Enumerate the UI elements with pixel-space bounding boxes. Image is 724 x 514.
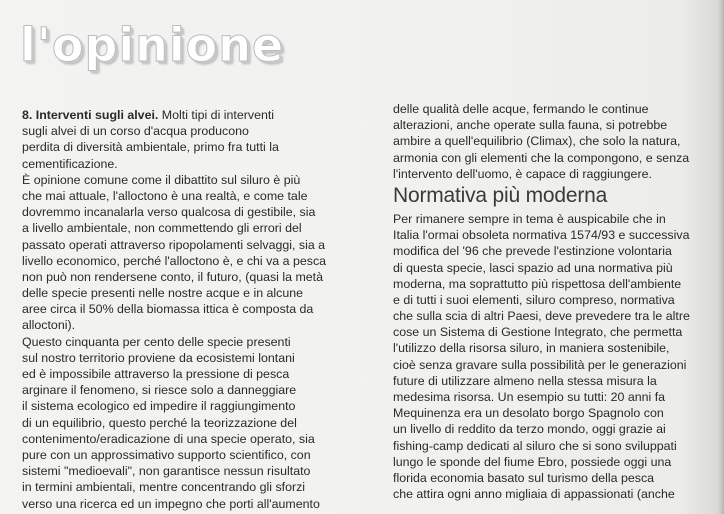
paragraph-line: in termini ambientali, mentre concentrando gli sforzi (22, 480, 306, 495)
paragraph-line: armonia con gli elementi che la compongono, e senza (393, 150, 690, 165)
section-heading: Normativa più moderna (393, 183, 608, 207)
paragraph-line: sugli alvei di un corso d'acqua producono (22, 124, 249, 139)
paragraph-line: cementificazione. (22, 156, 118, 171)
paragraph-line: future di utilizzare almeno nella stessa misura la (393, 373, 657, 388)
paragraph-line: di un equilibrio, questo perché la teorizzazione del (22, 415, 297, 430)
paragraph-line: dovremmo incanalarla verso qualcosa di gestibile, sia (22, 205, 316, 220)
paragraph-line: contenimento/eradicazione di una specie operato, sia (22, 431, 315, 446)
paragraph-line: aree circa il 50% della biomassa ittica è composta da (22, 302, 314, 317)
paragraph-line: cioè senza gravare sulla possibilità per le generazioni (393, 357, 687, 372)
paragraph-line: Mequinenza era un desolato borgo Spagnolo con (393, 406, 664, 421)
paragraph-line: a livello ambientale, non commettendo gli errori del (22, 221, 302, 236)
paragraph-line: livello economico, perché l'alloctono è, e chi va a pesca (22, 253, 327, 268)
paragraph-line: fishing-camp dedicati al siluro che si sono sviluppati (393, 438, 677, 453)
paragraph-line (22, 107, 367, 123)
paragraph-line: di questa specie, lasci spazio ad una normativa più (393, 260, 673, 275)
paragraph-line-text: Molti tipi di interventi (158, 108, 275, 122)
paragraph-line: che mai attuale, l'alloctono è una realtà, e come tale (22, 188, 308, 203)
left-text-column (22, 107, 367, 512)
paragraph-line: perdita di diversità ambientale, primo fra tutti la (22, 140, 279, 155)
paragraph-line: Questo cinquanta per cento delle specie presenti (22, 334, 291, 349)
section-lead: 8. Interventi sugli alvei. (22, 108, 159, 122)
paragraph-line: l'intervento dell'uomo, è capace di raggiungere. (393, 166, 652, 181)
page-title: l'opinione (20, 18, 285, 72)
paragraph-line: sul nostro territorio proviene da ecosistemi lontani (22, 350, 295, 365)
paragraph-line: verso una ricerca ed un impegno che porti all'aumento (22, 496, 320, 511)
paragraph-line: È opinione comune come il dibattito sul siluro è più (22, 172, 301, 187)
paragraph-line: lungo le sponde del fiume Ebro, possiede oggi una (393, 454, 672, 469)
paragraph-line: sistemi "medioevali", non garantisce nessun risultato (22, 464, 311, 479)
paragraph-line: florida economia basato sul turismo della pesca (393, 470, 655, 485)
page-edge-shadow (718, 0, 724, 514)
paragraph-line: il sistema ecologico ed impedire il raggiungimento (22, 399, 296, 414)
paragraph-line: ambire a quell'equilibrio (Climax), che solo la natura, (393, 134, 681, 149)
paragraph-line: non può non rendersene conto, il futuro, (quasi la metà (22, 269, 324, 284)
paragraph-line: delle qualità delle acque, fermando le continue (393, 102, 649, 116)
right-text-column (393, 101, 724, 502)
paragraph-line: passato operati attraverso ripopolamenti selvaggi, sia a (22, 237, 326, 252)
paragraph-line: alloctoni). (22, 318, 76, 333)
paragraph-line: arginare il fenomeno, si riesce solo a danneggiare (22, 383, 297, 398)
paragraph-line: moderna, ma soprattutto più rispettosa dell'ambiente (393, 276, 682, 291)
paragraph-line: alterazioni, anche operate sulla fauna, si potrebbe (393, 118, 668, 133)
paragraph-line: Italia l'ormai obsoleta normativa 1574/93 e successiva (393, 228, 690, 243)
paragraph-line: ed è impossibile attraverso la pressione di pesca (22, 367, 290, 381)
paragraph-line: delle specie presenti nelle nostre acque e in alcune (22, 286, 304, 301)
paragraph-line: che attira ogni anno migliaia di appassionati (anche (393, 487, 675, 502)
paragraph-line: modifica del '96 che prevede l'estinzione volontaria (393, 244, 672, 259)
paragraph-line: e di tutti i suoi elementi, siluro compreso, normativa (393, 292, 675, 307)
paragraph-line: pure con un approssimativo supporto scientifico, con (22, 447, 311, 462)
paragraph-line: Per rimanere sempre in tema è auspicabile che in (393, 211, 666, 226)
paragraph-line: cose un Sistema di Gestione Integrato, che permetta (393, 325, 683, 340)
paragraph-line: medesima risorsa. Un esempio su tutti: 20 anni fa (393, 390, 666, 404)
paragraph-line: che sulla scia di altri Paesi, deve prevedere tra le altre (393, 309, 690, 324)
paragraph-line: l'utilizzo della risorsa siluro, in maniera sostenibile, (393, 341, 670, 356)
paragraph-line: un livello di reddito da terzo mondo, oggi grazie ai (393, 422, 666, 437)
